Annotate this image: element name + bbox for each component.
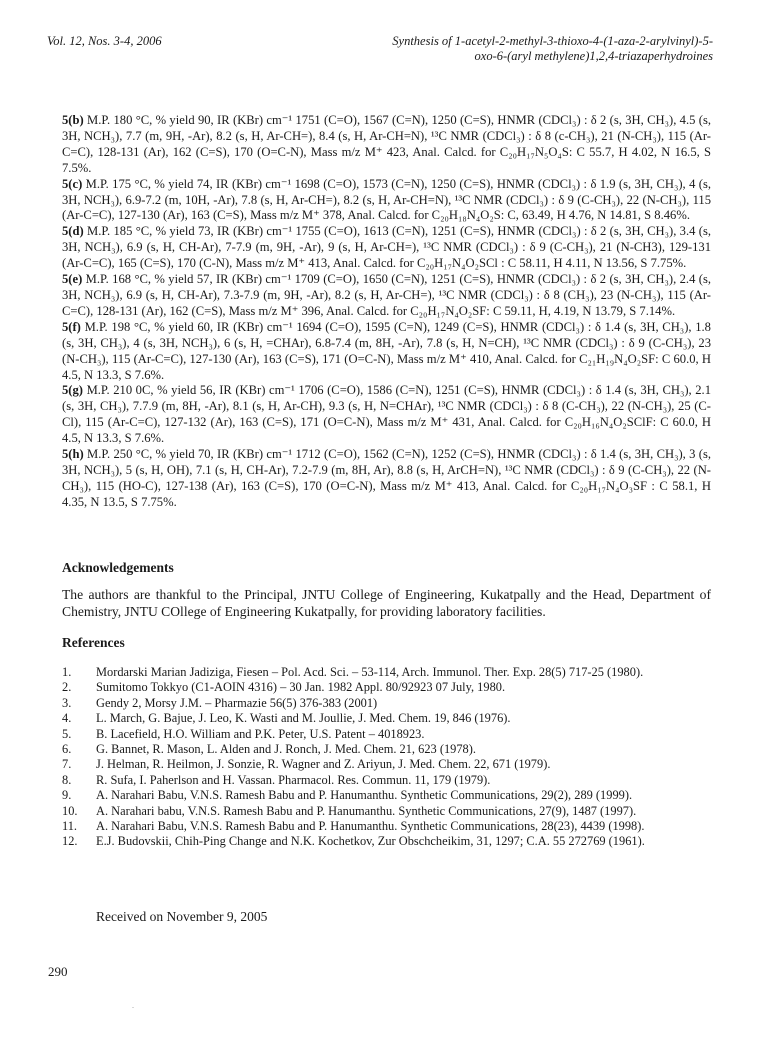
reference-number: 10. xyxy=(62,803,78,818)
reference-item xyxy=(62,804,711,819)
compound-data: M.P. 175 °C, % yield 74, IR (KBr) cm⁻¹ 1698 (C=O), 1573 (C=N), 1250 (C=S), HNMR (CDCl₃) : δ 1.9 (s, 3H, CH₃), 4 (s, 3H, NCH₃), 6.9-7.2 (m, 10H, -Ar), 7.8 (s, H, Ar-CH=), 8.2 (s, H, Ar-CH=N), ¹³C NMR (CDCl₃) : δ 9 (C-CH₃), 22 (N-CH₃), 115 (Ar-C=C), 127-130 (Ar), 163 (C=S), Mass m/z M⁺ 378, Anal. Calcd. for C₂₀H₁₈N₄O₂S: C, 63.49, H 4.76, N 14.81, S 8.46%. xyxy=(62,176,711,223)
reference-text: Mordarski Marian Jadiziga, Fiesen – Pol. Acd. Sci. – 53-114, Arch. Immunol. Ther. Exp. 28(5) 717-25 (1980). xyxy=(96,665,644,679)
reference-list xyxy=(62,665,711,850)
compound-id: 5(c) xyxy=(62,176,83,191)
reference-number: 8. xyxy=(62,772,72,787)
reference-item xyxy=(62,834,711,849)
reference-item xyxy=(62,727,711,742)
compound-data: M.P. 180 °C, % yield 90, IR (KBr) cm⁻¹ 1751 (C=O), 1567 (C=N), 1250 (C=S), HNMR (CDCl₃) : δ 2 (s, 3H, CH₃), 4.5 (s, 3H, NCH₃), 7.7 (m, 9H, -Ar), 8.2 (s, H, Ar-CH=), 8.4 (s, H, Ar-CH=N), ¹³C NMR (CDCl₃) : δ 8 (c-CH₃), 21 (N-CH₃), 115 (Ar-C=C), 128-131 (Ar), 162 (C=S), 170 (O=C-N), Mass m/z M⁺ 423, Anal. Calcd. for C₂₀H₁₇N₅O₄S: C 55.7, H 4.02, N 16.5, S 7.5%. xyxy=(62,113,712,175)
reference-text: E.J. Budovskii, Chih-Ping Change and N.K. Kochetkov, Zur Obschcheikim, 31, 1297; C.A. 55 272769 (1961). xyxy=(96,834,645,849)
journal-volume-header: Vol. 12, Nos. 3-4, 2006 xyxy=(47,34,162,48)
compound-id: 5(b) xyxy=(62,113,84,127)
reference-number: 3. xyxy=(62,695,72,710)
compound-id: 5(d) xyxy=(62,224,84,239)
reference-number: 9. xyxy=(62,788,72,803)
reference-number: 7. xyxy=(62,757,72,772)
reference-number: 11. xyxy=(62,819,78,834)
reference-item xyxy=(62,665,711,680)
reference-item xyxy=(62,773,711,788)
reference-item xyxy=(62,742,711,757)
reference-text: A. Narahari babu, V.N.S. Ramesh Babu and P. Hanumanthu. Synthetic Communications, 27(9), 1487 (1997). xyxy=(96,803,637,818)
reference-item xyxy=(62,680,711,695)
article-title-line-2: oxo-6-(aryl methylene)1,2,4-triazaperhydroines xyxy=(474,49,713,63)
reference-item xyxy=(62,788,711,803)
compound-entry xyxy=(62,320,711,384)
reference-item xyxy=(62,757,711,772)
reference-number: 6. xyxy=(62,742,72,757)
compound-data: M.P. 185 °C, % yield 73, IR (KBr) cm⁻¹ 1755 (C=O), 1613 (C=N), 1251 (C=S), HNMR (CDCl₃) : δ 2 (s, 3H, CH₃), 3.4 (s, 3H, NCH₃), 6.9 (s, H, CH-Ar), 7-7.9 (m, 9H, -Ar), 9 (s, H, Ar-CH=), ¹³C NMR (CDCl₃) : δ 9 (C-CH₃), 21 (N-CH3), 129-131 (Ar-C=C), 165 (C=S), 170 (C-N), Mass m/z M⁺ 413, Anal. Calcd. for C₂₀H₁₇N₄O₂SCl : C 58.11, H 4.11, N 13.56, S 7.75%. xyxy=(62,224,712,271)
reference-item xyxy=(62,819,711,834)
compound-id: 5(e) xyxy=(62,272,83,287)
compound-entry xyxy=(62,272,711,320)
page-number: 290 xyxy=(48,964,68,979)
article-title-line-1: Synthesis of 1-acetyl-2-methyl-3-thioxo-4-(1-aza-2-arylvinyl)-5- xyxy=(392,34,713,48)
reference-number: 4. xyxy=(62,711,72,726)
compound-entry xyxy=(62,383,711,447)
reference-text: J. Helman, R. Heilmon, J. Sonzie, R. Wagner and Z. Ariyun, J. Med. Chem. 22, 671 (1979). xyxy=(96,757,551,772)
compound-id: 5(g) xyxy=(62,383,83,398)
acknowledgements-heading: Acknowledgements xyxy=(62,560,174,575)
reference-text: A. Narahari Babu, V.N.S. Ramesh Babu and P. Hanumanthu. Synthetic Communications, 29(2), 289 (1999). xyxy=(96,788,633,803)
compound-data: M.P. 210 0C, % yield 56, IR (KBr) cm⁻¹ 1706 (C=O), 1586 (C=N), 1251 (C=S), HNMR (CDCl₃) : δ 1.4 (s, 3H, CH₃), 2.1 (s, 3H, CH₃), 7.7.9 (m, 8H, -Ar), 8.1 (s, H, Ar-CH), 9.3 (s, H, N=CHAr), ¹³C NMR (CDCl₃) : δ 8 (C-CH₃), 22 (N-CH₃), 25 (C-Cl), 115 (Ar-C=C), 127-132 (Ar), 163 (C=S), 171 (O=C-N), Mass m/z M⁺ 431, Anal. Calcd. for C₂₀H₁₆N₄O₂SClF: C 60.0, H 4.5, N 13.3, S 7.6%. xyxy=(62,383,712,446)
reference-number: 5. xyxy=(62,726,72,741)
compound-entry xyxy=(62,177,711,225)
compound-data: M.P. 250 °C, % yield 70, IR (KBr) cm⁻¹ 1712 (C=O), 1562 (C=N), 1252 (C=S), HNMR (CDCl₃) : δ 1.4 (s, 3H, CH₃), 3 (s, 3H, NCH₃), 5 (s, H, OH), 7.1 (s, H, CH-Ar), 7.2-7.9 (m, 8H, Ar), 8.8 (s, H, ArCH=N), ¹³C NMR (CDCl₃) : δ 9 (C-CH₃), 22 (N-CH₃), 115 (HO-C), 127-138 (Ar), 163 (C=S), 170 (O=C-N), Mass m/z M⁺ 413, Anal. Calcd. for C₂₀H₁₇N₄O₃SF : C 58.1, H 4.35, N 13.5, S 7.75%. xyxy=(62,447,712,509)
acknowledgements-text: The authors are thankful to the Principal, JNTU College of Engineering, Kukatpally and the Head, Department of Chemistry, JNTU COllege of Engineering Kukatpally, for providing laboratory facilities. xyxy=(62,587,711,619)
reference-text: B. Lacefield, H.O. William and P.K. Peter, U.S. Patent – 4018923. xyxy=(96,726,425,741)
reference-number: 1. xyxy=(62,665,72,679)
reference-number: 2. xyxy=(62,680,72,695)
compound-characterization-list xyxy=(62,113,711,511)
received-date: Received on November 9, 2005 xyxy=(96,909,268,924)
reference-item xyxy=(62,696,711,711)
compound-data: M.P. 198 °C, % yield 60, IR (KBr) cm⁻¹ 1694 (C=O), 1595 (C=N), 1249 (C=S), HNMR (CDCl₃) : δ 1.4 (s, 3H, CH₃), 1.8 (s, 3H, CH₃), 4 (s, 3H, NCH₃), 6 (s, H, =CHAr), 6.8-7.4 (m, 8H, -Ar), 7.8 (s, H, N=CH), ¹³C NMR (CDCl₃) : δ 9 (C-CH₃), 23 (N-CH₃), 115 (Ar-C=C), 127-130 (Ar), 163 (C=S), 171 (O=C-N), Mass m/z M⁺ 410, Anal. Calcd. for C₂₁H₁₉N₄O₂SF: C 60.0, H 4.5, N 13.3, S 7.6%. xyxy=(62,319,711,382)
margin-mark: . xyxy=(132,1001,134,1010)
article-title-header xyxy=(318,34,713,64)
compound-id: 5(f) xyxy=(62,319,81,334)
references-heading: References xyxy=(62,635,125,650)
reference-text: A. Narahari Babu, V.N.S. Ramesh Babu and P. Hanumanthu. Synthetic Communications, 28(23), 4439 (1998). xyxy=(96,819,645,834)
compound-id: 5(h) xyxy=(62,447,84,462)
compound-data: M.P. 168 °C, % yield 57, IR (KBr) cm⁻¹ 1709 (C=O), 1650 (C=N), 1251 (C=S), HNMR (CDCl₃) : δ 2 (s, 3H, CH₃), 2.4 (s, 3H, NCH₃), 6.9 (s, H, CH-Ar), 7.3-7.9 (m, 9H, -Ar), 8.2 (s, H, Ar-CH=), ¹³C NMR (CDCl₃) : δ 8 (CH₃), 23 (N-CH₃), 115 (Ar-C=C), 128-131 (Ar), 162 (C=S), Mass m/z M⁺ 396, Anal. Calcd. for C₂₀H₁₇N₄O₂SF: C 59.11, H, 4.19, N 13.79, S 7.14%. xyxy=(62,272,711,318)
reference-text: R. Sufa, I. Paherlson and H. Vassan. Pharmacol. Res. Commun. 11, 179 (1979). xyxy=(96,772,491,787)
compound-entry xyxy=(62,113,711,177)
reference-text: Gendy 2, Morsy J.M. – Pharmazie 56(5) 376-383 (2001) xyxy=(96,695,378,710)
reference-item xyxy=(62,711,711,726)
compound-entry xyxy=(62,447,711,511)
reference-text: L. March, G. Bajue, J. Leo, K. Wasti and M. Joullie, J. Med. Chem. 19, 846 (1976). xyxy=(96,711,511,726)
compound-entry xyxy=(62,224,711,272)
reference-text: Sumitomo Tokkyo (C1-AOIN 4316) – 30 Jan. 1982 Appl. 80/92923 07 July, 1980. xyxy=(96,680,506,695)
reference-number: 12. xyxy=(62,834,78,849)
reference-text: G. Bannet, R. Mason, L. Alden and J. Ronch, J. Med. Chem. 21, 623 (1978). xyxy=(96,742,476,757)
